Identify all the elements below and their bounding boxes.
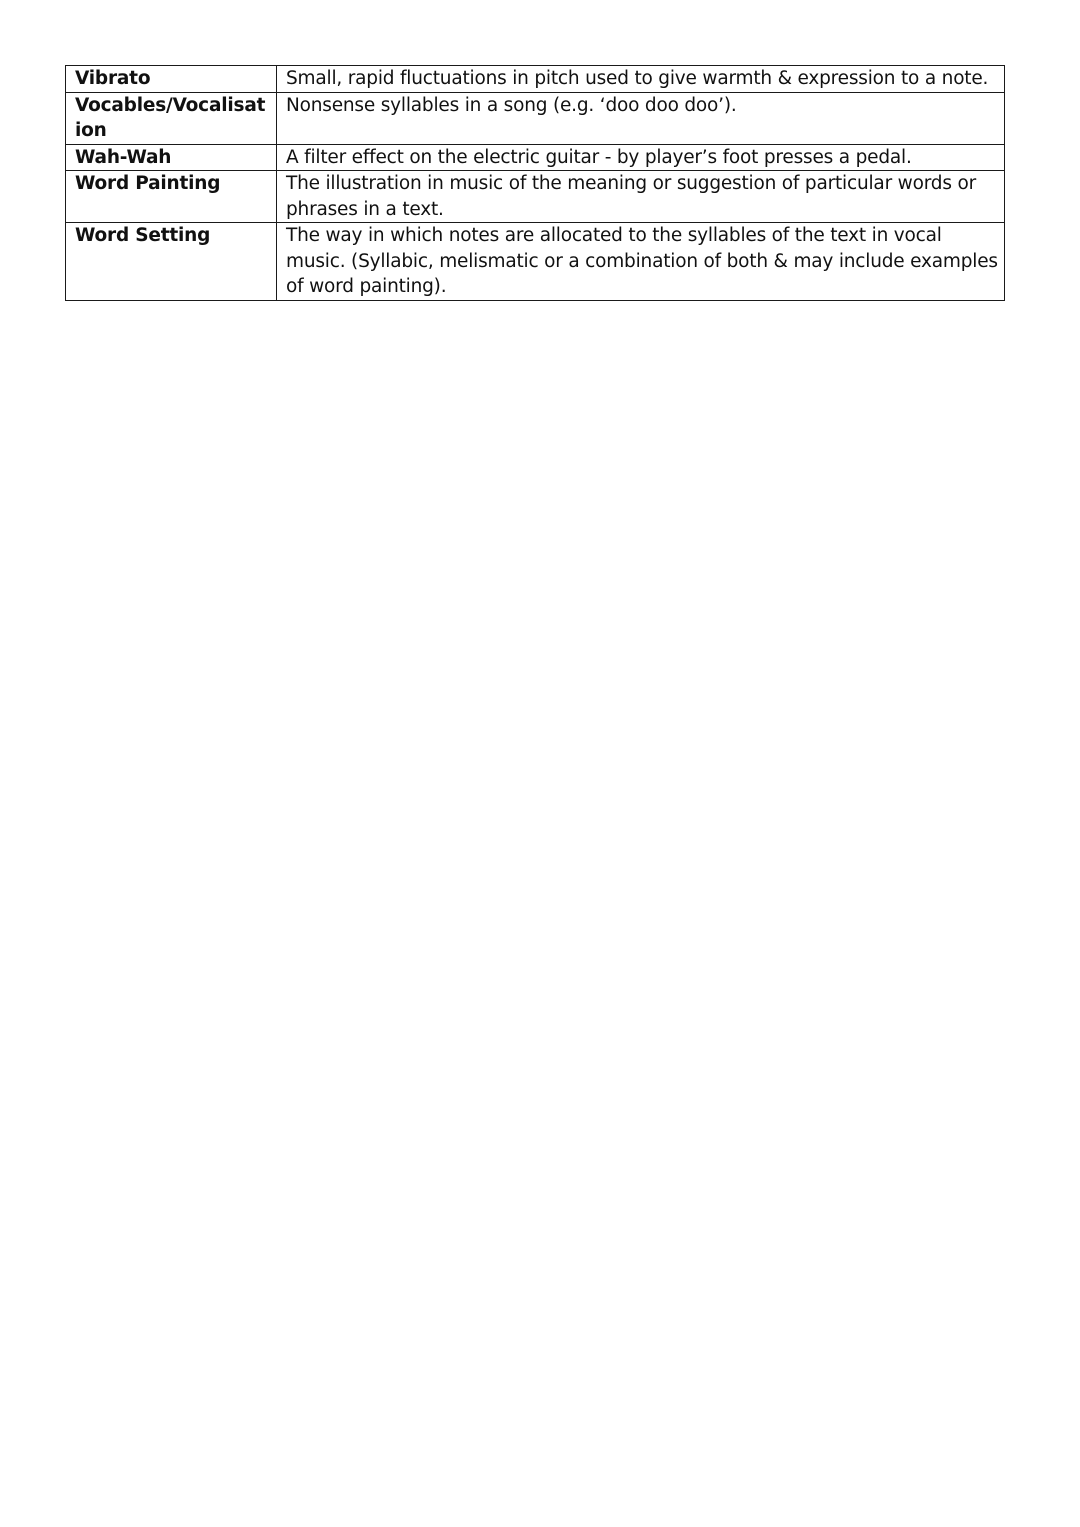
glossary-term: Word Setting xyxy=(66,223,277,301)
glossary-term: Wah-Wah xyxy=(66,144,277,171)
glossary-term: Vibrato xyxy=(66,66,277,93)
glossary-definition: A filter effect on the electric guitar - by player’s foot presses a pedal. xyxy=(277,144,1005,171)
table-row xyxy=(66,66,1005,93)
glossary-term: Word Painting xyxy=(66,171,277,223)
glossary-table xyxy=(65,65,1005,301)
glossary-term: Vocables/Vocalisation xyxy=(66,92,277,144)
table-row xyxy=(66,171,1005,223)
table-row xyxy=(66,223,1005,301)
table-row xyxy=(66,92,1005,144)
glossary-definition: Small, rapid fluctuations in pitch used to give warmth & expression to a note. xyxy=(277,66,1005,93)
glossary-definition: The way in which notes are allocated to the syllables of the text in vocal music. (Syllabic, melismatic or a combination of both & may include examples of word painting). xyxy=(277,223,1005,301)
glossary-definition: The illustration in music of the meaning or suggestion of particular words or phrases in a text. xyxy=(277,171,1005,223)
table-row xyxy=(66,144,1005,171)
glossary-definition: Nonsense syllables in a song (e.g. ‘doo doo doo’). xyxy=(277,92,1005,144)
